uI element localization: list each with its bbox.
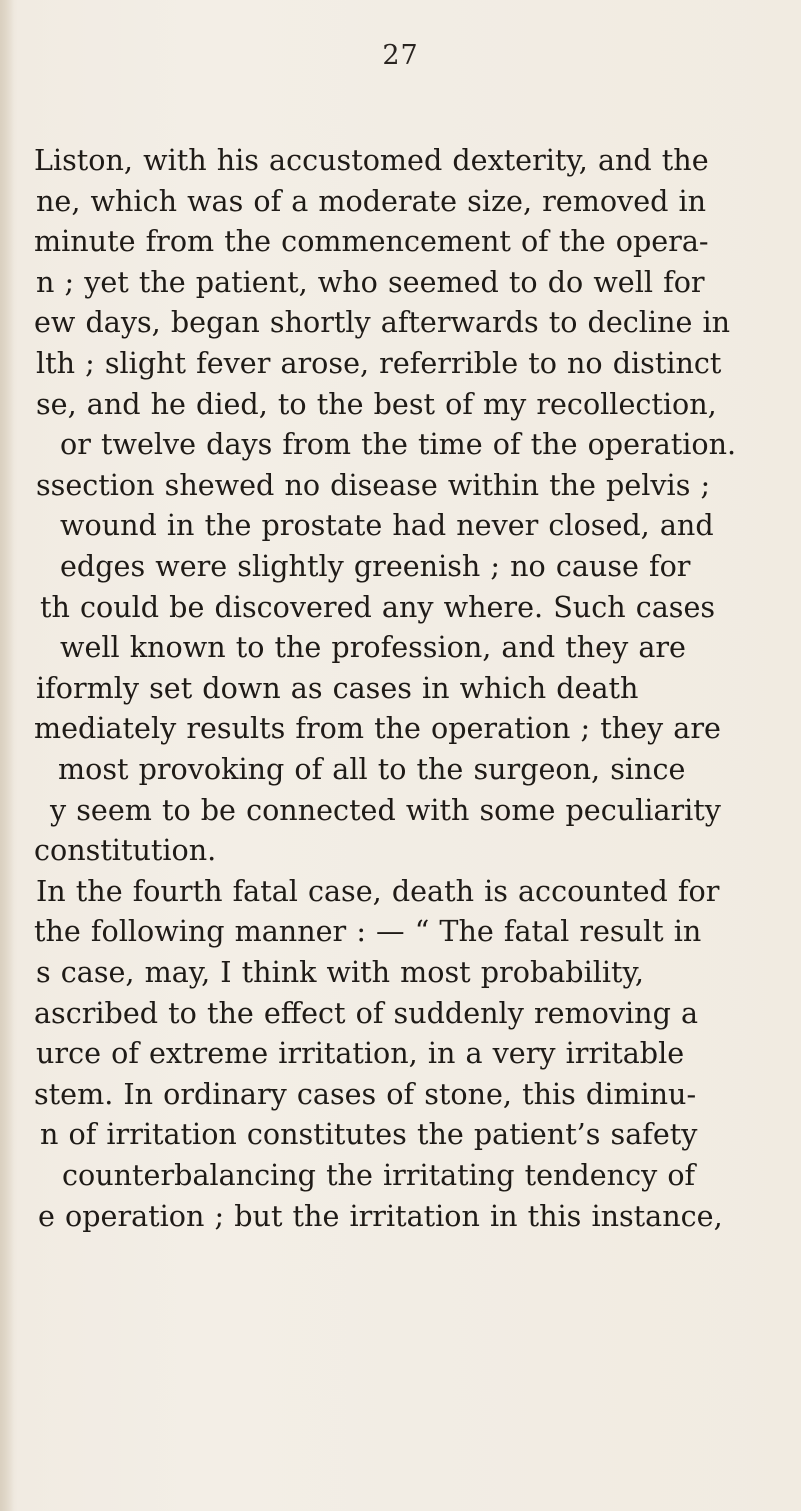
text-line: minute from the commencement of the opera- [34, 224, 709, 259]
text-line: Liston, with his accustomed dexterity, and the [34, 143, 709, 177]
text-line: stem. In ordinary cases of stone, this diminu- [34, 1076, 697, 1111]
text-line: ascribed to the effect of suddenly removing a [34, 995, 699, 1030]
text-line: most provoking of all to the surgeon, since [58, 752, 686, 786]
text-line: e operation ; but the irritation in this instance, [38, 1198, 723, 1233]
text-line: urce of extreme irritation, in a very irritable [36, 1036, 685, 1071]
text-line: n of irritation constitutes the patient’s safety [40, 1117, 698, 1152]
page-gutter-edge [0, 0, 14, 1511]
text-line: wound in the prostate had never closed, and [60, 508, 714, 543]
text-line: In the fourth fatal case, death is accounted for [36, 873, 720, 908]
text-line: lth ; slight fever arose, referrible to no distinct [36, 346, 722, 380]
text-line: iformly set down as cases in which death [36, 670, 639, 705]
text-line: s case, may, I think with most probability, [36, 955, 644, 989]
text-line: constitution. [34, 833, 217, 868]
text-line: mediately results from the operation ; they are [34, 711, 721, 746]
text-line: y seem to be connected with some peculiarity [50, 792, 721, 827]
text-line: n ; yet the patient, who seemed to do well for [36, 264, 705, 299]
text-line: ssection shewed no disease within the pelvis ; [36, 467, 711, 502]
text-line: ne, which was of a moderate size, removed in [36, 183, 707, 218]
text-line: ew days, began shortly afterwards to decline in [34, 305, 731, 340]
text-line: the following manner : — “ The fatal result in [34, 914, 702, 949]
text-line: se, and he died, to the best of my recollection, [36, 386, 717, 421]
text-line: well known to the profession, and they are [60, 630, 686, 665]
text-line: edges were slightly greenish ; no cause for [60, 549, 691, 583]
text-line: counterbalancing the irritating tendency of [62, 1158, 696, 1192]
text-line: or twelve days from the time of the operation. [60, 427, 737, 462]
page-number: 27 [382, 40, 419, 71]
text-line: th could be discovered any where. Such cases [40, 589, 716, 624]
